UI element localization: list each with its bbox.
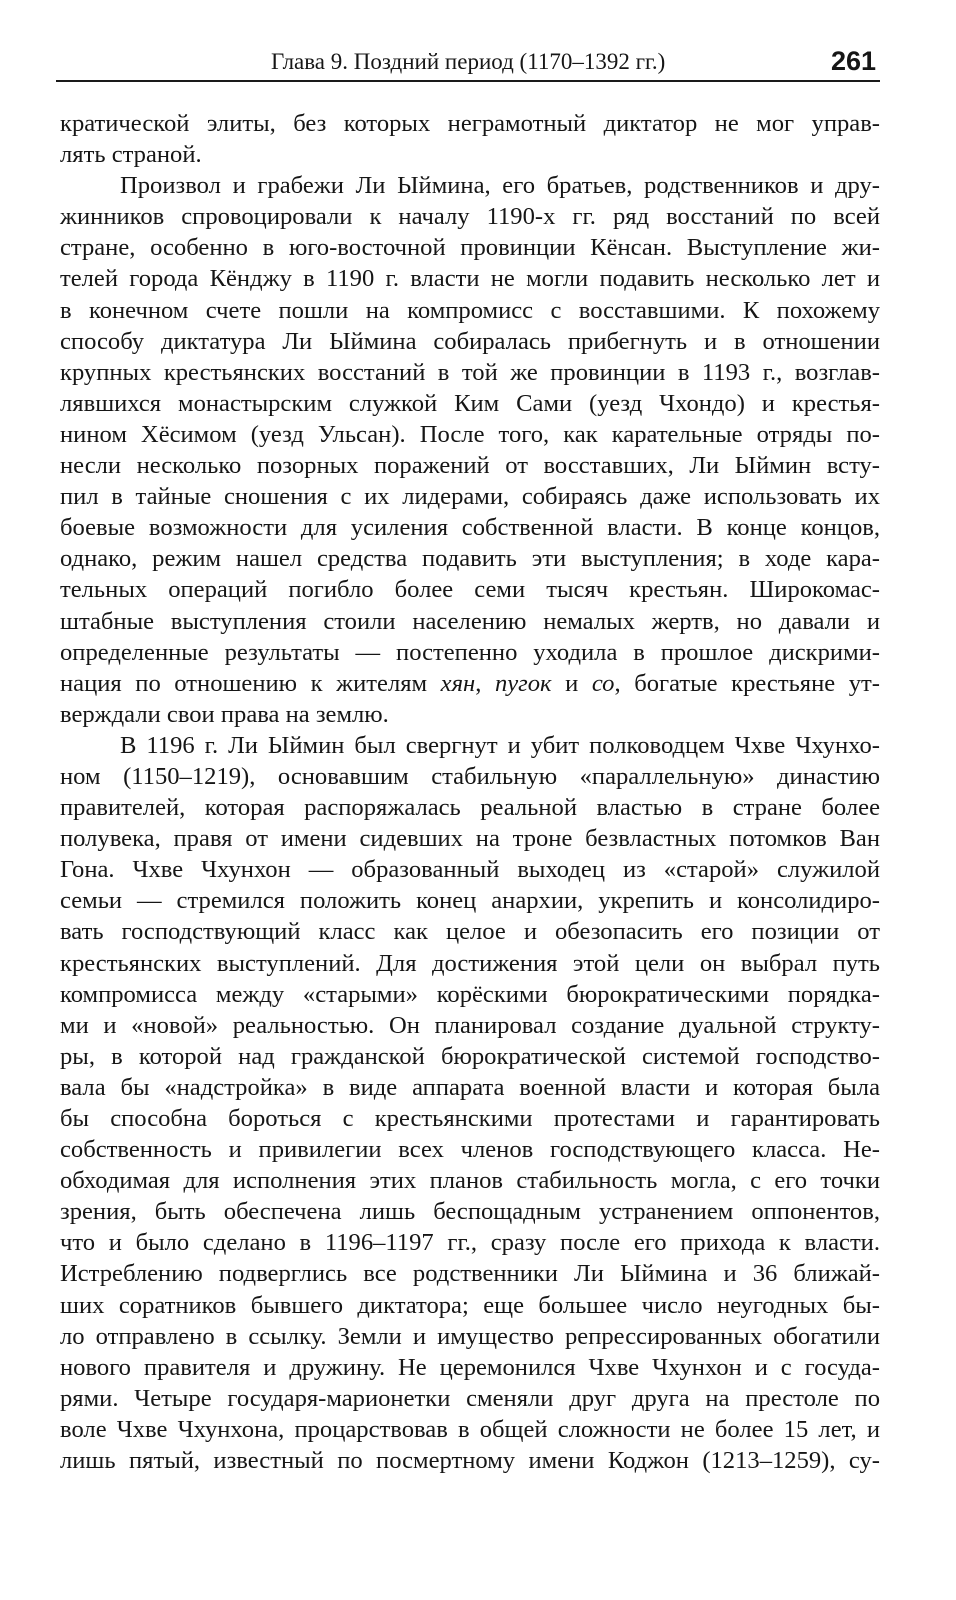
text-line: Истреблению подверглись все родственники Ли Ыймина и 36 ближай- <box>60 1260 880 1288</box>
text-line: штабные выступления стоили населению немалых жертв, но давали и <box>60 607 880 635</box>
text-line: вала бы «надстройка» в виде аппарата военной власти и которая была <box>60 1073 880 1101</box>
text-line: определенные результаты — постепенно уходила в прошлое дискрими- <box>60 638 880 666</box>
text-line: ном (1150–1219), основавшим стабильную «параллельную» династию <box>60 762 880 790</box>
text-line: правителей, которая распоряжалась реальной властью в стране более <box>60 794 880 822</box>
text-line: телей города Кёнджу в 1190 г. власти не могли подавить несколько лет и <box>60 265 880 293</box>
text-line: воле Чхве Чхунхона, процарствовав в общей сложности не более 15 лет, и <box>60 1415 880 1443</box>
text-line: рями. Четыре государя-марионетки сменяли друг друга на престоле по <box>60 1384 880 1412</box>
text-line: полувека, правя от имени сидевших на троне безвластных потомков Ван <box>60 825 880 853</box>
text-line: кратической элиты, без которых неграмотный диктатор не мог управ- <box>60 110 880 137</box>
text-line: Гона. Чхве Чхунхон — образованный выходец из «старой» служилой <box>60 856 880 884</box>
text-line: ры, в которой над гражданской бюрократической системой господство- <box>60 1042 880 1070</box>
italic-term: пугок <box>494 669 552 697</box>
text-line: нином Хёсимом (уезд Ульсан). После того, как карательные отряды по- <box>60 420 880 448</box>
text-line: несли несколько позорных поражений от восставших, Ли Ыймин всту- <box>60 452 880 480</box>
text-line: что и было сделано в 1196–1197 гг., сразу после его прихода к власти. <box>60 1229 880 1257</box>
text-line: лять страной. <box>60 141 202 169</box>
text-line: крестьянских выступлений. Для достижения этой цели он выбрал путь <box>60 949 880 977</box>
text-line: вать господствующий класс как целое и обезопасить его позиции от <box>60 918 880 946</box>
text-line: ло отправлено в ссылку. Земли и имущество репрессированных обогатили <box>60 1322 880 1350</box>
text-run: и <box>551 669 592 697</box>
text-run: , богатые крестьяне ут- <box>614 669 880 697</box>
text-line: тельных операций погибло более семи тысяч крестьян. Широкомас- <box>60 576 880 604</box>
italic-term: со <box>591 669 615 697</box>
text-line: крупных крестьянских восстаний в той же провинции в 1193 г., возглав- <box>60 358 880 386</box>
text-line: Произвол и грабежи Ли Ыймина, его братьев, родственников и дру- <box>120 172 880 200</box>
text-line: ми и «новой» реальностью. Он планировал создание дуальной структу- <box>60 1011 880 1039</box>
text-line: ших соратников бывшего диктатора; еще большее число неугодных бы- <box>60 1291 880 1319</box>
text-line <box>60 668 880 699</box>
text-line: боевые возможности для усиления собственной власти. В конце концов, <box>60 514 880 542</box>
text-line: способу диктатура Ли Ыймина собиралась прибегнуть и в отношении <box>60 327 880 355</box>
text-line: В 1196 г. Ли Ыймин был свергнут и убит полководцем Чхве Чхунхо- <box>120 731 880 759</box>
running-title: Глава 9. Поздний период (1170–1392 гг.) <box>271 49 666 74</box>
text-line: жинников спровоцировали к началу 1190-х гг. ряд восстаний по всей <box>60 203 880 231</box>
text-line: однако, режим нашел средства подавить эти выступления; в ходе кара- <box>60 545 880 573</box>
paragraph <box>60 170 880 730</box>
body-text <box>60 108 880 1476</box>
text-run: , <box>475 669 495 697</box>
text-line: нового правителя и дружину. Не церемонился Чхве Чхунхон и с госуда- <box>60 1353 880 1381</box>
text-line: обходимая для исполнения этих планов стабильность могла, с его точки <box>60 1167 880 1195</box>
text-line: верждали свои права на землю. <box>60 700 389 728</box>
paragraph <box>60 108 880 170</box>
text-line: компромисса между «старыми» корёскими бюрократическими порядка- <box>60 980 880 1008</box>
text-line: лявшихся монастырским служкой Ким Сами (уезд Чхондо) и крестья- <box>60 389 880 417</box>
text-line: зрения, быть обеспечена лишь беспощадным устранением оппонентов, <box>60 1198 880 1226</box>
text-line: в конечном счете пошли на компромисс с восставшими. К похожему <box>60 296 880 324</box>
italic-term: хян <box>440 669 476 697</box>
text-line: семьи — стремился положить конец анархии, укрепить и консолидиро- <box>60 887 880 915</box>
text-run: нация по отношению к жителям <box>60 669 441 697</box>
text-line: стране, особенно в юго-восточной провинции Кёнсан. Выступление жи- <box>60 234 880 262</box>
text-line: лишь пятый, известный по посмертному имени Коджон (1213–1259), су- <box>60 1447 880 1475</box>
paragraph <box>60 730 880 1476</box>
text-line: бы способна бороться с крестьянскими протестами и гарантировать <box>60 1105 880 1132</box>
text-line: собственность и привилегии всех членов господствующего класса. Не- <box>60 1136 880 1164</box>
page-number: 261 <box>830 46 876 76</box>
running-header <box>56 44 880 82</box>
text-line: пил в тайные сношения с их лидерами, собираясь даже использовать их <box>60 483 880 511</box>
